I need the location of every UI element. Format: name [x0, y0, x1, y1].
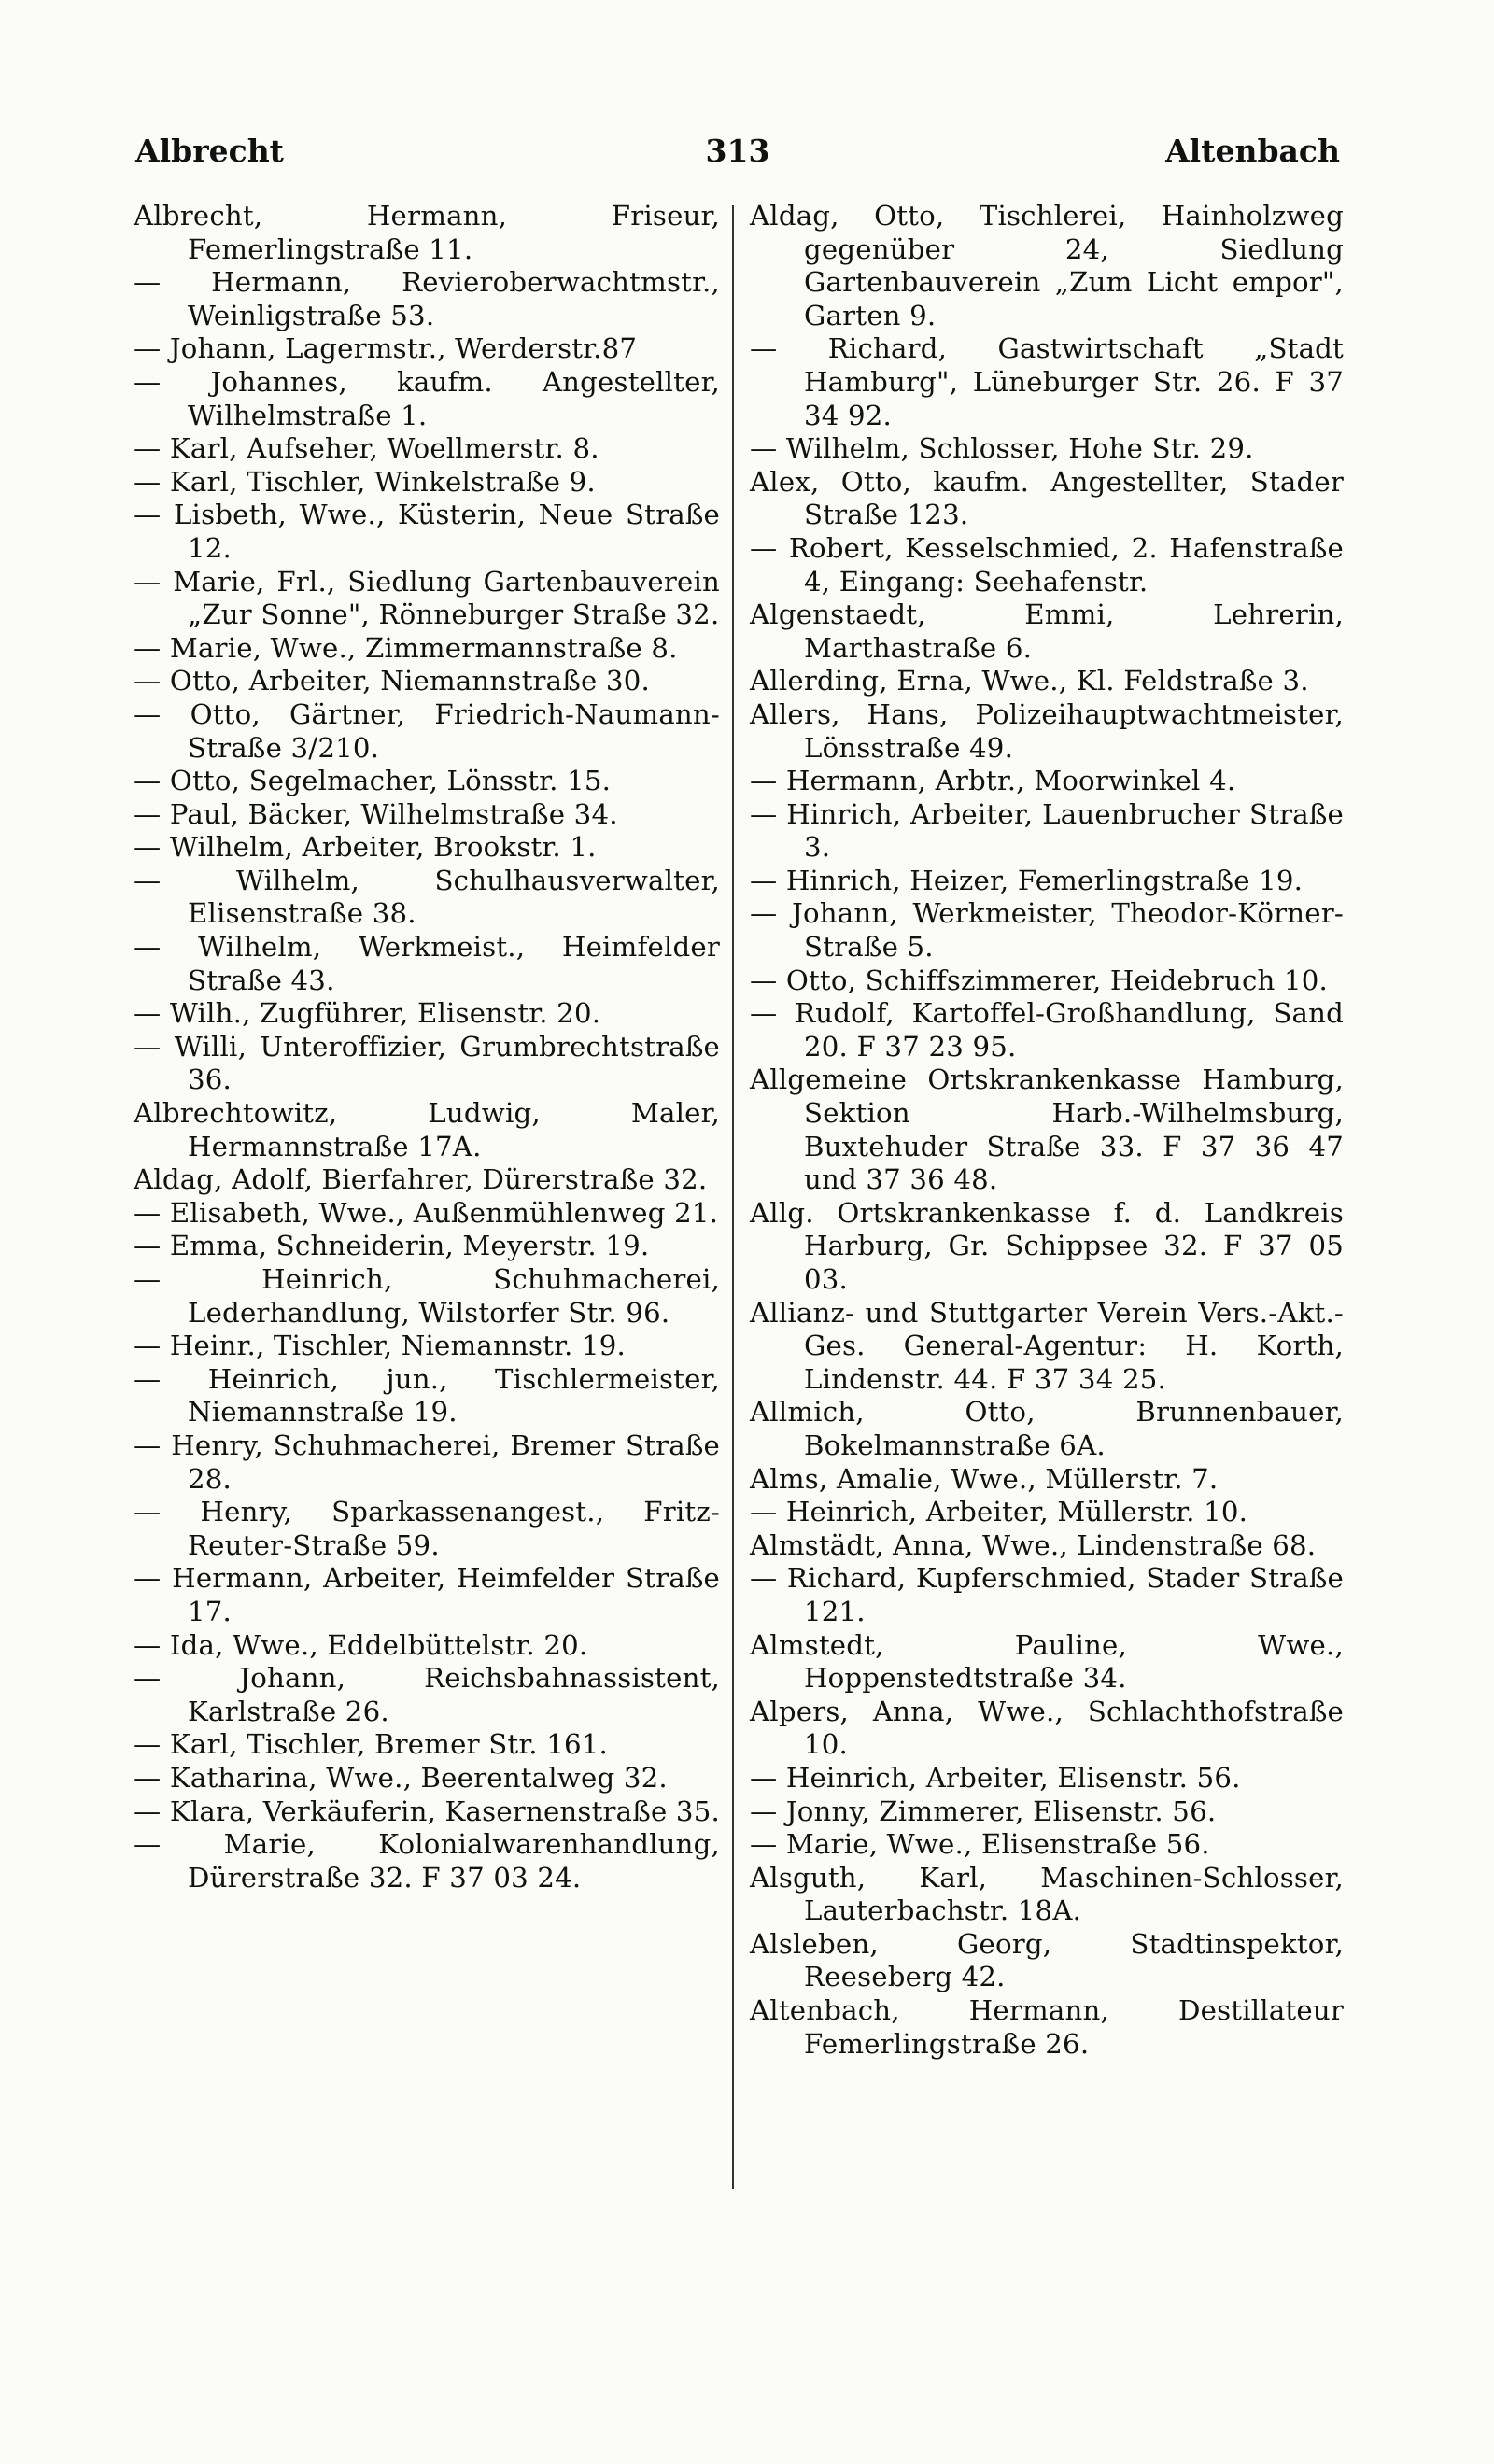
- directory-entry: Algenstaedt, Emmi, Lehrerin, Marthastraße 6.: [750, 598, 1344, 664]
- directory-entry: — Hinrich, Arbeiter, Lauenbrucher Straße 3.: [750, 797, 1344, 864]
- directory-entry: — Henry, Sparkassenangest., Fritz-Reuter-Straße 59.: [134, 1496, 720, 1561]
- directory-entry: Almstädt, Anna, Wwe., Lindenstraße 68.: [750, 1528, 1317, 1561]
- directory-entry: — Hinrich, Heizer, Femerlingstraße 19.: [750, 864, 1304, 896]
- directory-entry: — Katharina, Wwe., Beerentalweg 32.: [134, 1761, 668, 1794]
- directory-entry: — Hermann, Revieroberwachtmstr., Weinligstraße 53.: [134, 266, 720, 331]
- directory-entry: Albrecht, Hermann, Friseur, Femerlingstraße 11.: [134, 200, 720, 265]
- directory-entry: Almstedt, Pauline, Wwe., Hoppenstedtstraße 34.: [750, 1628, 1344, 1695]
- directory-entry: — Wilhelm, Werkmeist., Heimfelder Straße 43.: [134, 931, 720, 996]
- directory-entry: — Heinr., Tischler, Niemannstr. 19.: [134, 1330, 626, 1362]
- directory-entry: Alsleben, Georg, Stadtinspektor, Reeseberg 42.: [750, 1927, 1344, 1993]
- header-last-name: Altenbach: [1165, 133, 1340, 169]
- directory-entry: — Otto, Gärtner, Friedrich-Naumann-Straße 3/210.: [134, 697, 720, 764]
- page-header: [135, 133, 1340, 179]
- directory-entry: Alsguth, Karl, Maschinen-Schlosser, Lauterbachstr. 18A.: [750, 1861, 1344, 1927]
- directory-entry: — Marie, Wwe., Zimmermannstraße 8.: [134, 631, 678, 664]
- directory-entry: — Willi, Unteroffizier, Grumbrechtstraße 36.: [134, 1030, 720, 1096]
- directory-entry: Alpers, Anna, Wwe., Schlachthofstraße 10.: [750, 1695, 1344, 1761]
- directory-entry: — Otto, Segelmacher, Lönsstr. 15.: [134, 765, 612, 797]
- directory-entry: Allers, Hans, Polizeihauptwachtmeister, Lönsstraße 49.: [750, 697, 1344, 764]
- directory-entry: — Wilhelm, Schlosser, Hohe Str. 29.: [750, 432, 1254, 465]
- left-column: [134, 200, 720, 1894]
- directory-entry: — Karl, Tischler, Winkelstraße 9.: [134, 465, 596, 498]
- directory-entry: — Klara, Verkäuferin, Kasernenstraße 35.: [134, 1795, 720, 1827]
- directory-entry: — Marie, Wwe., Elisenstraße 56.: [750, 1828, 1210, 1861]
- directory-entry: — Paul, Bäcker, Wilhelmstraße 34.: [134, 797, 618, 830]
- directory-entry: — Karl, Tischler, Bremer Str. 161.: [134, 1728, 609, 1761]
- directory-entry: — Heinrich, Arbeiter, Müllerstr. 10.: [750, 1496, 1248, 1528]
- directory-entry: — Richard, Gastwirtschaft „Stadt Hamburg", Lüneburger Str. 26. F 37 34 92.: [750, 332, 1344, 431]
- page-number: 313: [705, 133, 770, 169]
- directory-entry: — Karl, Aufseher, Woellmerstr. 8.: [134, 432, 599, 465]
- directory-entry: Allianz- und Stuttgarter Verein Vers.-Akt.-Ges. General-Agentur: H. Korth, Lindenstr. 44. F 37 34 25.: [750, 1296, 1344, 1395]
- directory-entry: — Emma, Schneiderin, Meyerstr. 19.: [134, 1230, 650, 1262]
- directory-entry: — Hermann, Arbeiter, Heimfelder Straße 17.: [134, 1562, 720, 1627]
- directory-entry: — Wilh., Zugführer, Elisenstr. 20.: [134, 997, 601, 1030]
- directory-entry: — Henry, Schuhmacherei, Bremer Straße 28.: [134, 1429, 720, 1495]
- directory-entry: — Ida, Wwe., Eddelbüttelstr. 20.: [134, 1628, 588, 1661]
- directory-entry: — Johann, Werkmeister, Theodor-Körner-Straße 5.: [750, 897, 1344, 964]
- directory-entry: — Hermann, Arbtr., Moorwinkel 4.: [750, 765, 1236, 797]
- directory-entry: — Lisbeth, Wwe., Küsterin, Neue Straße 12.: [134, 499, 720, 564]
- directory-entry: Aldag, Otto, Tischlerei, Hainholzweg gegenüber 24, Siedlung Gartenbauverein „Zum Licht empor", Garten 9.: [750, 200, 1344, 331]
- directory-entry: — Elisabeth, Wwe., Außenmühlenweg 21.: [134, 1196, 719, 1229]
- directory-entry: — Heinrich, Arbeiter, Elisenstr. 56.: [750, 1761, 1241, 1794]
- directory-entry: Allg. Ortskrankenkasse f. d. Landkreis Harburg, Gr. Schippsee 32. F 37 05 03.: [750, 1196, 1344, 1295]
- directory-entry: — Marie, Frl., Siedlung Gartenbauverein „Zur Sonne", Rönneburger Straße 32.: [134, 565, 720, 631]
- directory-entry: Allerding, Erna, Wwe., Kl. Feldstraße 3.: [750, 665, 1309, 697]
- directory-entry: Alms, Amalie, Wwe., Müllerstr. 7.: [750, 1462, 1219, 1495]
- directory-entry: — Wilhelm, Schulhausverwalter, Elisenstraße 38.: [134, 864, 720, 930]
- directory-entry: — Heinrich, Schuhmacherei, Lederhandlung, Wilstorfer Str. 96.: [134, 1263, 720, 1329]
- directory-entry: — Otto, Arbeiter, Niemannstraße 30.: [134, 665, 650, 697]
- directory-entry: — Marie, Kolonialwarenhandlung, Dürerstraße 32. F 37 03 24.: [134, 1828, 720, 1894]
- directory-entry: — Jonny, Zimmerer, Elisenstr. 56.: [750, 1795, 1217, 1827]
- directory-entry: — Robert, Kesselschmied, 2. Hafenstraße 4, Eingang: Seehafenstr.: [750, 531, 1344, 598]
- column-divider: [732, 205, 734, 2189]
- right-column: [750, 200, 1344, 2061]
- directory-entry: Allmich, Otto, Brunnenbauer, Bokelmannstraße 6A.: [750, 1396, 1344, 1461]
- directory-entry: — Otto, Schiffszimmerer, Heidebruch 10.: [750, 964, 1328, 996]
- directory-entry: — Richard, Kupferschmied, Stader Straße 121.: [750, 1562, 1344, 1627]
- directory-entry: Albrechtowitz, Ludwig, Maler, Hermannstraße 17A.: [134, 1097, 720, 1162]
- directory-entry: Altenbach, Hermann, Destillateur Femerlingstraße 26.: [750, 1994, 1344, 2060]
- directory-entry: — Johannes, kaufm. Angestellter, Wilhelmstraße 1.: [134, 365, 720, 431]
- directory-entry: — Rudolf, Kartoffel-Großhandlung, Sand 20. F 37 23 95.: [750, 997, 1344, 1063]
- directory-entry: — Heinrich, jun., Tischlermeister, Niemannstraße 19.: [134, 1362, 720, 1429]
- directory-entry: Aldag, Adolf, Bierfahrer, Dürerstraße 32.: [134, 1163, 708, 1196]
- directory-entry: — Johann, Lagermstr., Werderstr.87: [134, 332, 638, 365]
- header-first-name: Albrecht: [135, 133, 284, 169]
- directory-entry: — Johann, Reichsbahnassistent, Karlstraße 26.: [134, 1662, 720, 1727]
- directory-entry: — Wilhelm, Arbeiter, Brookstr. 1.: [134, 831, 597, 864]
- directory-entry: Allgemeine Ortskrankenkasse Hamburg, Sektion Harb.-Wilhelmsburg, Buxtehuder Straße 33. F 37 36 47 und 37 36 48.: [750, 1063, 1344, 1196]
- directory-entry: Alex, Otto, kaufm. Angestellter, Stader Straße 123.: [750, 465, 1344, 531]
